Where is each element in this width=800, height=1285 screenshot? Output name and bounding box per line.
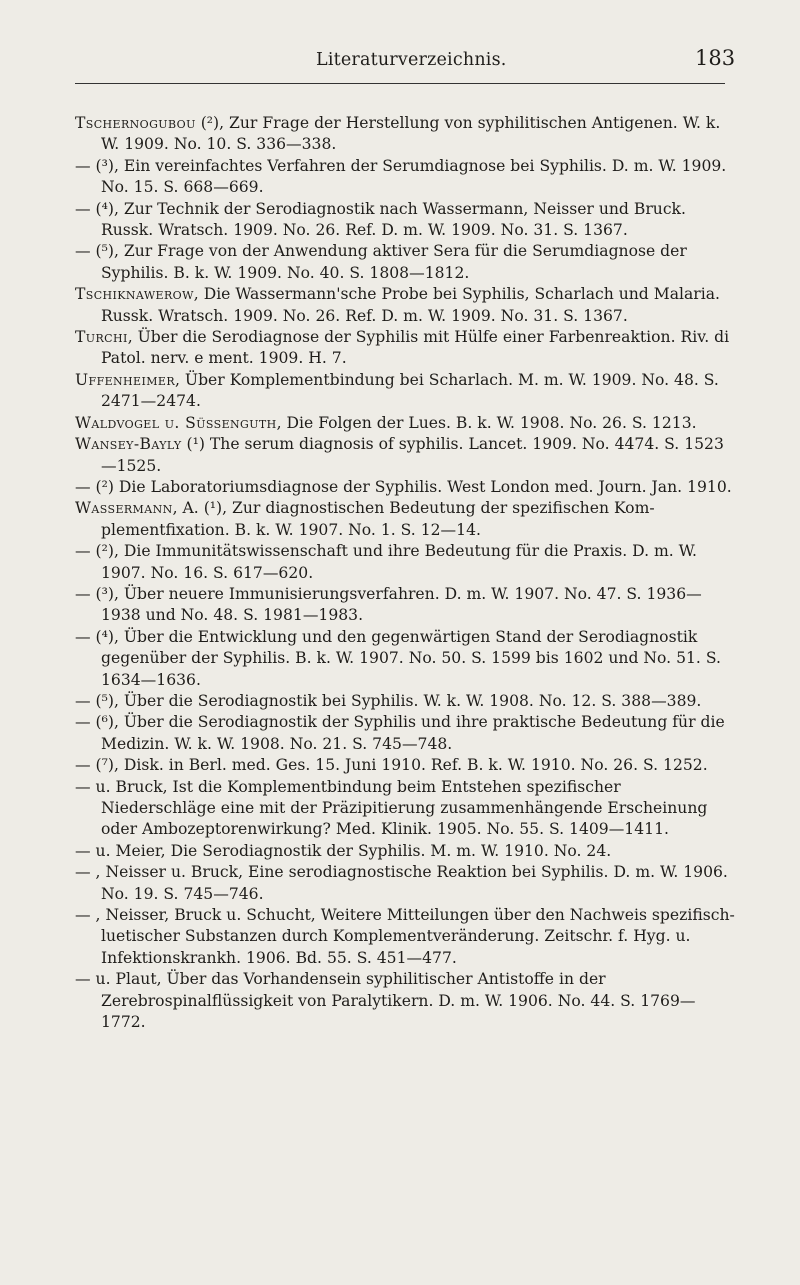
entry-text: — u. Meier, Die Serodiagnostik der Syphilis. M. m. W. 1910. No. 24.: [75, 841, 612, 860]
entry-author: Tschiknawerow: [75, 285, 194, 304]
entry-text: — (³), Ein vereinfachtes Verfahren der Serumdiagnose bei Syphilis. D. m. W. 1909. No. 15. S. 668—669.: [75, 156, 727, 197]
bibliography-entry: [75, 841, 735, 862]
header-rule: [75, 83, 725, 84]
entry-author: Turchi: [75, 328, 128, 347]
bibliography-entry: [75, 199, 735, 242]
bibliography-entry: [75, 777, 735, 841]
entry-text: — u. Bruck, Ist die Komplementbindung beim Entstehen spezifischer Niederschläge eine mit der Präzipitierung zusammenhängende Erscheinung oder Ambozeptorenwirkung? Med. Klinik. 1905. No. 55. S. 1409—1411.: [75, 777, 708, 839]
bibliography-entry: [75, 755, 735, 776]
bibliography-entry: [75, 434, 735, 477]
entry-text: — (³), Über neuere Immunisierungsverfahren. D. m. W. 1907. No. 47. S. 1936—1938 und No. 48. S. 1981—1983.: [75, 584, 702, 625]
entry-text: — (⁵), Zur Frage von der Anwendung aktiver Sera für die Serumdiagnose der Syphilis. B. k. W. 1909. No. 40. S. 1808—1812.: [75, 242, 687, 282]
entry-text: (¹) The serum diagnosis of syphilis. Lancet. 1909. No. 4474. S. 1523—1525.: [101, 435, 724, 475]
entry-text: — (⁴), Über die Entwicklung und den gegenwärtigen Stand der Serodiagnostik gegenüber der Syphilis. B. k. W. 1907. No. 50. S. 1599 bis 1602 und No. 51. S. 1634—1636.: [75, 627, 721, 689]
bibliography-entry: [75, 241, 735, 284]
header-title: Literaturverzeichnis.: [316, 50, 507, 70]
bibliography-entry: [75, 905, 735, 969]
bibliography-entry: [75, 327, 735, 370]
bibliography-entry: [75, 862, 735, 905]
entry-text: , Die Wassermann'sche Probe bei Syphilis, Scharlach und Malaria. Russk. Wratsch. 1909. No. 26. Ref. D. m. W. 1909. No. 31. S. 1367.: [101, 285, 720, 325]
entry-author: Tschernogubou: [75, 114, 196, 132]
entry-author: Uffenheimer: [75, 370, 176, 389]
entry-text: — (⁶), Über die Serodiagnostik der Syphilis und ihre praktische Bedeutung für die Medizin. W. k. W. 1908. No. 21. S. 745—748.: [75, 713, 725, 753]
entry-text: — (²) Die Laboratoriumsdiagnose der Syphilis. West London med. Journ. Jan. 1910.: [75, 477, 732, 496]
bibliography-entry: [75, 413, 735, 434]
bibliography-entry: [75, 969, 735, 1033]
entry-text: , A. (¹), Zur diagnostischen Bedeutung der spezifischen Komplementfixation. B. k. W. 1907. No. 1. S. 12—14.: [101, 499, 655, 539]
entry-text: , Die Folgen der Lues. B. k. W. 1908. No. 26. S. 1213.: [276, 413, 697, 432]
bibliography-entry: [75, 498, 735, 541]
entry-text: — , Neisser u. Bruck, Eine serodiagnostische Reaktion bei Syphilis. D. m. W. 1906. No. 19. S. 745—746.: [75, 863, 728, 903]
bibliography-entry: [75, 156, 735, 199]
entry-text: — , Neisser, Bruck u. Schucht, Weitere Mitteilungen über den Nachweis spezifisch-luetischer Substanzen durch Komplementveränderung. Zeitschr. f. Hyg. u. Infektionskrankh. 1906. Bd. 55. S. 451—477.: [75, 906, 735, 967]
entry-text: , Über die Serodiagnose der Syphilis mit Hülfe einer Farbenreaktion. Riv. di Patol. nerv. e ment. 1909. H. 7.: [101, 328, 730, 368]
entry-text: , Über Komplementbindung bei Scharlach. M. m. W. 1909. No. 48. S. 2471—2474.: [101, 370, 719, 411]
entry-author: Waldvogel u. Süssenguth: [75, 413, 277, 432]
entry-text: — (⁴), Zur Technik der Serodiagnostik nach Wassermann, Neisser und Bruck. Russk. Wratsch. 1909. No. 26. Ref. D. m. W. 1909. No. 31. S. 1367.: [75, 199, 686, 240]
entry-text: — (⁷), Disk. in Berl. med. Ges. 15. Juni 1910. Ref. B. k. W. 1910. No. 26. S. 1252.: [75, 756, 708, 775]
bibliography-entry: [75, 691, 735, 712]
bibliography-entry: [75, 284, 735, 327]
bibliography-entry: [75, 584, 735, 627]
bibliography-entry: [75, 627, 735, 691]
entry-text: — (⁵), Über die Serodiagnostik bei Syphilis. W. k. W. 1908. No. 12. S. 388—389.: [75, 691, 702, 710]
bibliography-entry: [75, 370, 735, 413]
entry-text: — u. Plaut, Über das Vorhandensein syphilitischer Antistoffe in der Zerebrospinalflüssigkeit von Paralytikern. D. m. W. 1906. No. 44. S. 1769—1772.: [75, 970, 696, 1032]
running-header: [0, 46, 800, 84]
page-number: 183: [695, 46, 736, 70]
bibliography-list: [75, 113, 735, 1033]
bibliography-entry: [75, 541, 735, 584]
entry-text: (²), Zur Frage der Herstellung von syphilitischen Antigenen. W. k. W. 1909. No. 10. S. 336—338.: [101, 114, 721, 154]
bibliography-entry: [75, 477, 735, 498]
bibliography-entry: [75, 113, 735, 156]
entry-author: Wassermann: [75, 499, 173, 518]
bibliography-entry: [75, 712, 735, 755]
entry-author: Wansey-Bayly: [75, 435, 182, 454]
entry-text: — (²), Die Immunitätswissenschaft und ihre Bedeutung für die Praxis. D. m. W. 1907. No. 16. S. 617—620.: [75, 542, 697, 582]
